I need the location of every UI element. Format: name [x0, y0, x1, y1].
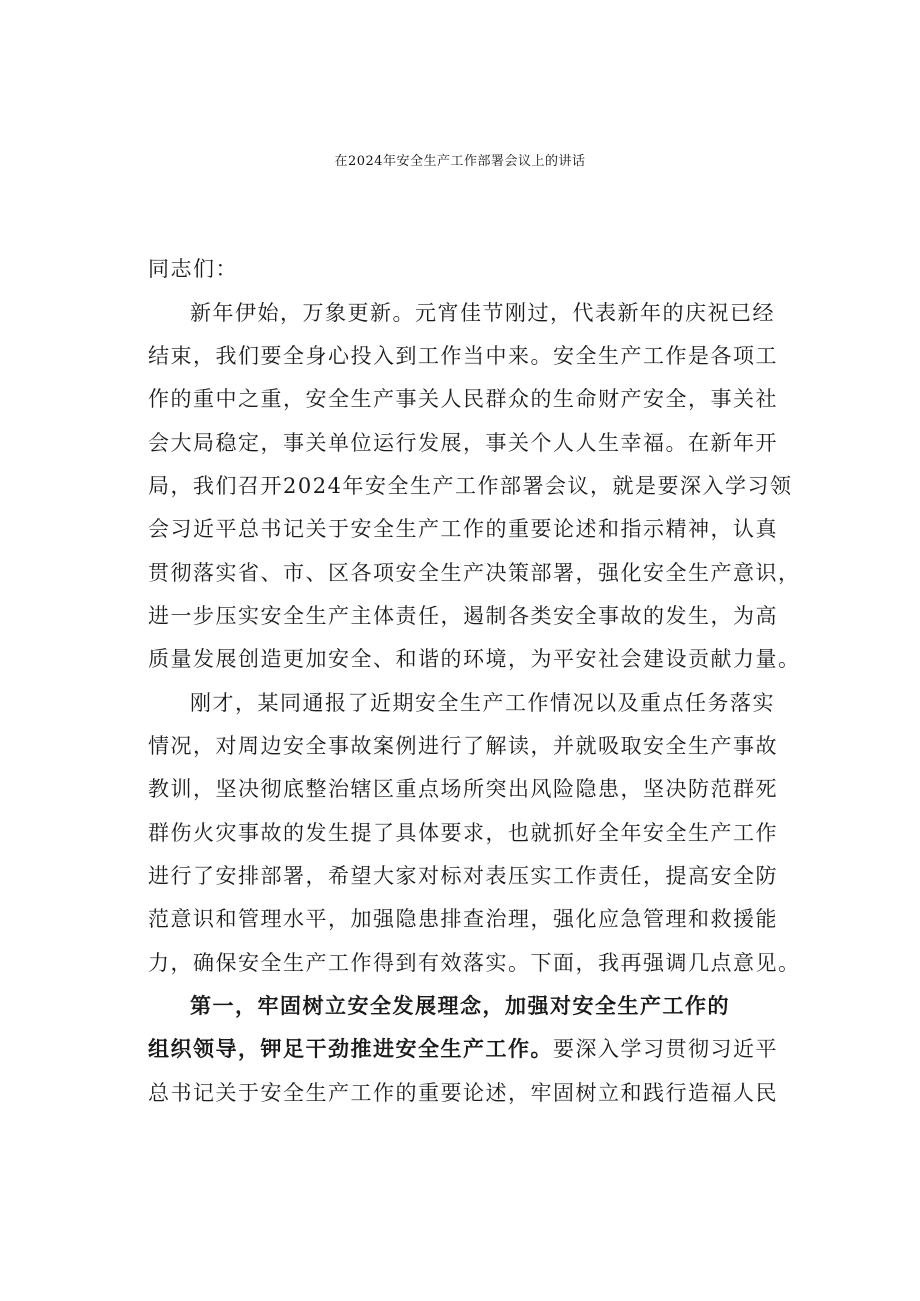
paragraph-1-line: 质量发展创造更加安全、和谐的环境，为平安社会建设贡献力量。 [148, 647, 801, 671]
paragraph-3-line [148, 1033, 778, 1063]
document-title: 在2024年安全生产工作部署会议上的讲话 [334, 154, 586, 169]
paragraph-1-line: 结束，我们要全身心投入到工作当中来。安全生产工作是各项工 [148, 344, 778, 368]
paragraph-3-text: 要深入学习贯彻习近平 [553, 1037, 778, 1061]
section-heading-line: 组织领导，钾足干劲推进安全生产工作。 [148, 1036, 553, 1061]
paragraph-3-line: 总书记关于安全生产工作的重要论述，牢固树立和践行造福人民 [148, 1081, 778, 1105]
salutation: 同志们： [148, 257, 238, 281]
paragraph-2-line: 教训，坚决彻底整治辖区重点场所突出风险隐患，坚决防范群死 [148, 777, 778, 801]
paragraph-1-line: 会大局稳定，事关单位运行发展，事关个人人生幸福。在新年开 [148, 431, 778, 455]
paragraph-2-line: 情况，对周边安全事故案例进行了解读，并就吸取安全生产事故 [148, 734, 778, 758]
paragraph-1-line: 贯彻落实省、市、区各项安全生产决策部署，强化安全生产意识， [148, 561, 801, 585]
paragraph-1-line: 进一步压实安全生产主体责任，遏制各类安全事故的发生，为高 [148, 604, 778, 628]
paragraph-2-line: 范意识和管理水平，加强隐患排查治理，强化应急管理和救援能 [148, 907, 778, 931]
section-heading-line: 第一，牢固树立安全发展理念，加强对安全生产工作的 [190, 993, 730, 1018]
paragraph-1-line: 会习近平总书记关于安全生产工作的重要论述和指示精神，认真 [148, 517, 778, 541]
paragraph-1-line: 局，我们召开2024年安全生产工作部署会议，就是要深入学习领 [148, 474, 793, 498]
paragraph-1-line: 作的重中之重，安全生产事关人民群众的生命财产安全，事关社 [148, 387, 778, 411]
paragraph-2-line: 群伤火灾事故的发生提了具体要求，也就抓好全年安全生产工作 [148, 821, 778, 845]
paragraph-1-line: 新年伊始，万象更新。元宵佳节刚过，代表新年的庆祝已经 [190, 301, 775, 325]
paragraph-2-line: 进行了安排部署，希望大家对标对表压实工作责任，提高安全防 [148, 864, 778, 888]
paragraph-2-line: 刚才，某同通报了近期安全生产工作情况以及重点任务落实 [190, 691, 775, 715]
paragraph-2-line: 力，确保安全生产工作得到有效落实。下面，我再强调几点意见。 [148, 951, 801, 975]
